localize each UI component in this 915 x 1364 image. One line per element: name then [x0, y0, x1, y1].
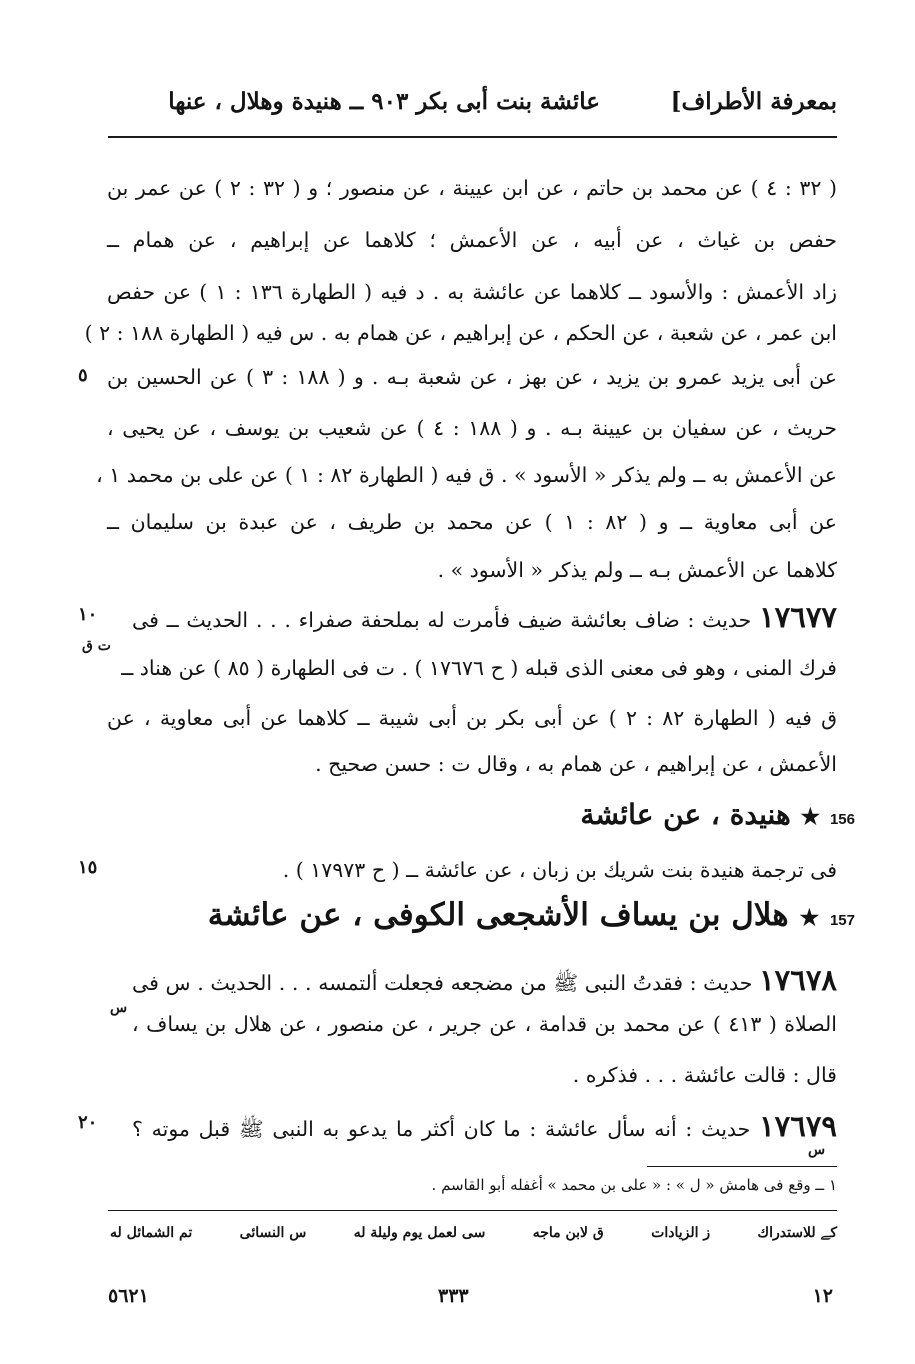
footnote-rule [647, 1166, 837, 1167]
legend-rule [108, 1210, 837, 1211]
section-number: 156 [829, 811, 855, 828]
section-number: 157 [829, 912, 855, 929]
body-line: قال : قالت عائشة . . . فذكره . [572, 1063, 837, 1087]
star-icon: ★ [800, 804, 821, 830]
line-number: ١٠ [78, 604, 98, 625]
body-line: كلاهما عن الأعمش بـه ــ ولم يذكر « الأسود » . [437, 558, 837, 582]
header-rule [108, 136, 837, 138]
body-line: فرك المنى ، وهو فى معنى الذى قبله ( ح ١٧٦٧٦ ) . ت فى الطهارة ( ٨٥ ) عن هناد ــ [121, 656, 837, 680]
body-line: زاد الأعمش : والأسود ــ كلاهما عن عائشة به . د فيه ( الطهارة ١٣٦ : ١ ) عن حفص [107, 280, 837, 304]
legend-item: ق لابن ماجه [532, 1225, 604, 1241]
body-line: ( ٣٢ : ٤ ) عن محمد بن حاتم ، عن ابن عيينة ، عن منصور ؛ و ( ٣٢ : ٢ ) عن عمر بن [107, 176, 837, 200]
line-number: ٥ [78, 365, 88, 386]
body-line: عن أبى يزيد عمرو بن يزيد ، عن بهز ، عن شعبة بـه . و ( ١٨٨ : ٣ ) عن الحسين بن [107, 365, 837, 389]
body-line: الصلاة ( ٤١٣ ) عن محمد بن قدامة ، عن جرير ، عن منصور ، عن هلال بن يساف ، [132, 1012, 837, 1036]
body-line: عن الأعمش به ــ ولم يذكر « الأسود » . ق فيه ( الطهارة ٨٢ : ١ ) عن على بن محمد ١ ، [96, 463, 837, 487]
star-icon: ★ [799, 905, 820, 931]
section-note: فى ترجمة هنيدة بنت شريك بن زبان ، عن عائشة ــ ( ح ١٧٩٧٣ ) . [282, 858, 837, 882]
page-number-right: ١٢ [812, 1285, 833, 1307]
page-number-center: ٣٣٣ [438, 1285, 469, 1307]
margin-sigla: ت ق [82, 638, 111, 654]
hadith-entry [132, 597, 837, 637]
hadith-text: حديث : ضاف بعائشة ضيف فأمرت له بملحفة صفراء . . . الحديث ــ فى [132, 608, 752, 632]
hadith-number: ١٧٦٧٧ [759, 600, 837, 634]
hadith-number: ١٧٦٧٨ [759, 963, 837, 997]
body-line: حريث ، عن سفيان بن عيينة بـه . و ( ١٨٨ : ٤ ) عن شعيب بن يوسف ، عن يحيى ، [107, 416, 837, 440]
body-line: الأعمش ، عن إبراهيم ، عن همام به ، وقال ت : حسن صحيح . [315, 752, 837, 776]
section-title: هلال بن يساف الأشجعى الكوفى ، عن عائشة [207, 897, 789, 933]
header-chapter-title: عائشة بنت أبى بكر ٩٠٣ ــ هنيدة وهلال ، عنها [168, 88, 600, 115]
margin-sigla: س [808, 1142, 826, 1158]
body-line: ق فيه ( الطهارة ٨٢ : ٢ ) عن أبى بكر بن أبى شيبة ــ كلاهما عن أبى معاوية ، عن [107, 706, 837, 730]
footnote: ١ ــ وقع فى هامش « ل » : « على بن محمد » أغفله أبو القاسم . [431, 1176, 837, 1194]
line-number: ١٥ [78, 857, 98, 878]
legend-item: س النسائى [239, 1225, 307, 1241]
legend-item: ز الزيادات [651, 1225, 711, 1241]
body-line: ابن عمر ، عن شعبة ، عن الحكم ، عن إبراهيم ، عن همام به . س فيه ( الطهارة ١٨٨ : ٢ ) [84, 321, 837, 345]
margin-sigla: س [110, 1000, 128, 1016]
hadith-text: حديث : أنه سأل عائشة : ما كان أكثر ما يدعو به النبى ﷺ قبل موته ؟ [132, 1117, 751, 1141]
section-heading [208, 897, 855, 933]
legend-item: تم الشمائل له [110, 1225, 193, 1241]
header-book-title: بمعرفة الأطراف] [670, 88, 837, 115]
body-line: عن أبى معاوية ــ و ( ٨٢ : ١ ) عن محمد بن طريف ، عن عبدة بن سليمان ــ [107, 510, 837, 534]
section-heading [580, 798, 855, 831]
hadith-entry [132, 1106, 837, 1146]
page-number-left: ٥٦٢١ [108, 1285, 149, 1307]
legend-item: ﻛﮯ للاستدراك [757, 1225, 837, 1241]
hadith-entry [132, 960, 837, 1000]
body-line: حفص بن غياث ، عن أبيه ، عن الأعمش ؛ كلاهما عن إبراهيم ، عن همام ــ [107, 228, 837, 252]
hadith-text: حديث : فقدتُ النبى ﷺ من مضجعه فجعلت ألتمسه . . . الحديث . س فى [132, 971, 753, 995]
section-title: هنيدة ، عن عائشة [580, 798, 791, 831]
legend-item: سى لعمل يوم وليلة له [353, 1225, 486, 1241]
hadith-number: ١٧٦٧٩ [759, 1109, 837, 1143]
abbreviation-legend [110, 1225, 837, 1249]
line-number: ٢٠ [78, 1112, 98, 1133]
